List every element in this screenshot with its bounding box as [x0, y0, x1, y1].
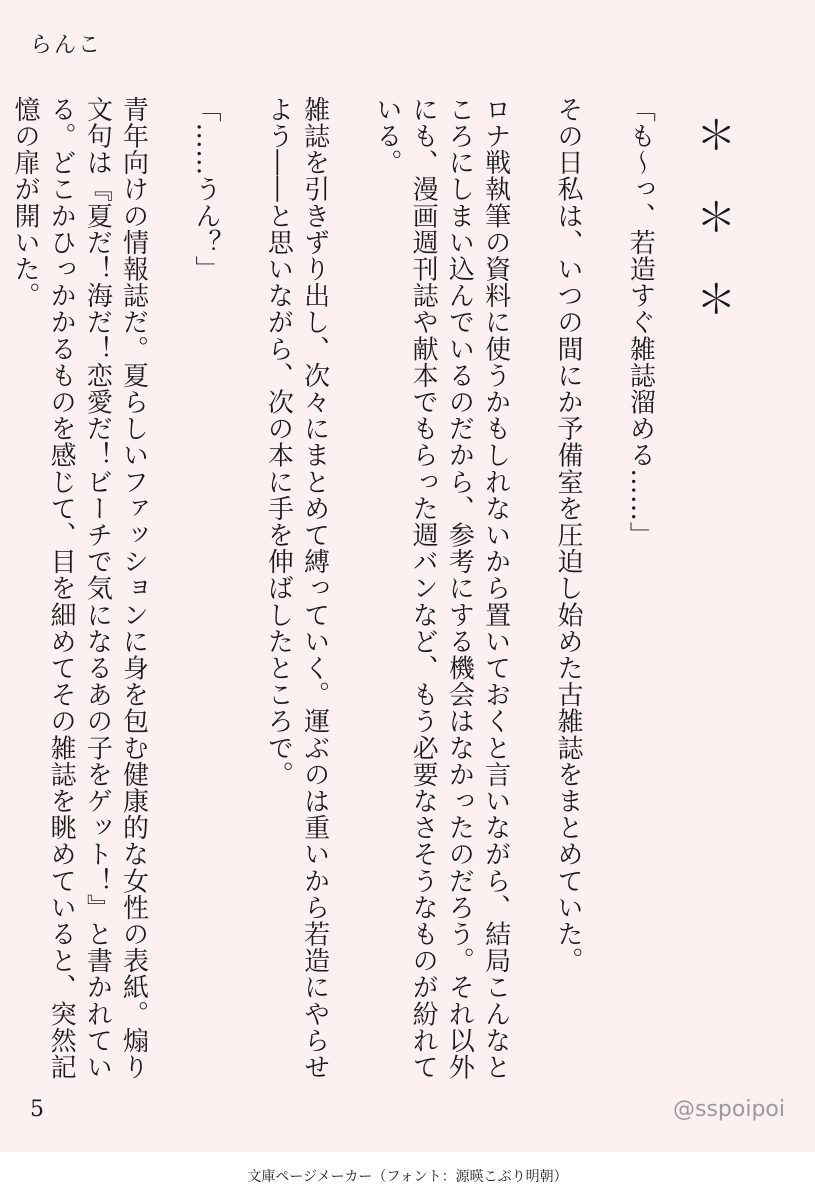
scene-break: ＊＊＊ [689, 114, 736, 360]
page-header-title: らんこ [30, 33, 103, 58]
paragraph: 「……うん？」 [190, 96, 221, 283]
author-handle: @sspoipoi [673, 1097, 785, 1122]
paragraph: 青年向けの情報誌だ。夏らしいファッションに身を包む健康的な女性の表紙。煽り文句は『夏だ！海だ！恋愛だ！ビーチで気になるあの子をゲット！』と書かれている。どこかひっかかるものを感じて、目を細めてその雑誌を眺めていると、突然記憶の扉が開いた。 [9, 96, 149, 1081]
paragraph: ロナ戦執筆の資料に使うかもしれないから置いておくと言いながら、結局こんなところにしまい込んでいるのだから、参考にする機会はなかったのだろう。それ以外にも、漫画週刊誌や献本でもらった週バンなど、もう必要なさそうなものが紛れている。 [371, 96, 511, 1081]
paragraph: 「も〜っ、若造すぐ雑誌溜める……」 [625, 96, 656, 549]
paragraph: 雑誌を引きずり出し、次々にまとめて縛っていく。運ぶのは重いから若造にやらせよう――と思いながら、次の本に手を伸ばしたところで。 [263, 96, 330, 1081]
generator-credit: 文庫ページメーカー（フォント：源暎こぶり明朝） [247, 1169, 568, 1185]
page-number: 5 [30, 1097, 44, 1122]
vertical-body-text [9, 96, 767, 1096]
paragraph: その日私は、いつの間にか予備室を圧迫し始めた古雑誌をまとめていた。 [552, 96, 583, 974]
